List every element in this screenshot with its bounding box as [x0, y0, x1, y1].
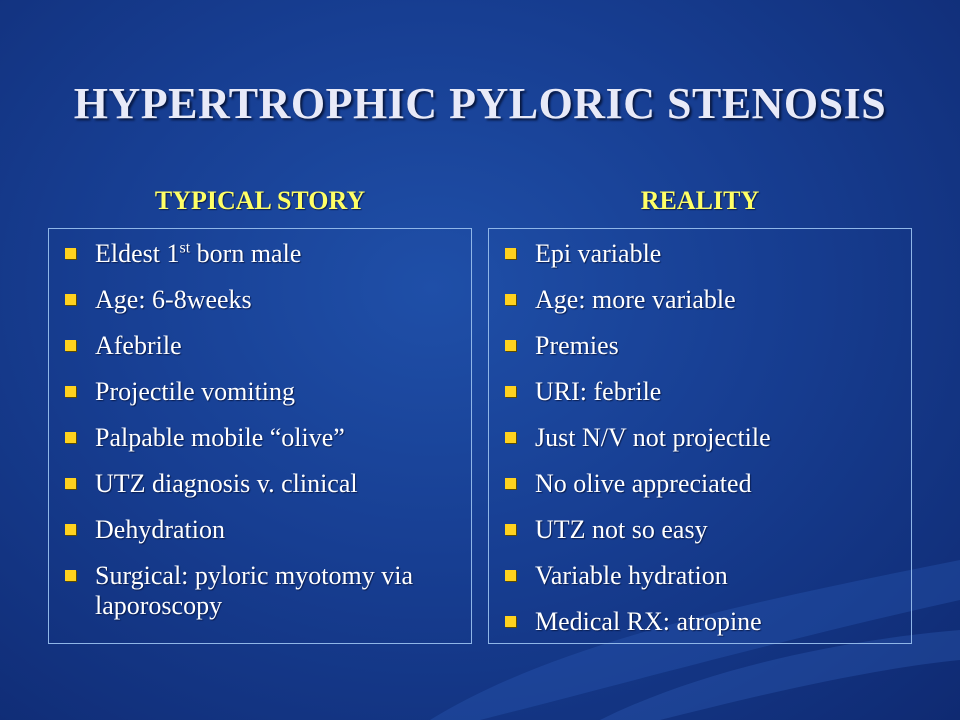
square-bullet-icon: [65, 340, 76, 351]
square-bullet-icon: [65, 248, 76, 259]
list-item-text: Variable hydration: [535, 561, 728, 590]
list-item: [499, 377, 911, 423]
list-item-text: UTZ not so easy: [535, 515, 708, 544]
list-item-text: Medical RX: atropine: [535, 607, 762, 636]
list-item: [499, 423, 911, 469]
typical-story-box: [48, 228, 472, 644]
reality-heading: REALITY: [640, 186, 760, 215]
square-bullet-icon: [65, 570, 76, 581]
list-item: [499, 331, 911, 377]
list-item-text: URI: febrile: [535, 377, 662, 406]
list-item-text: born male: [190, 239, 302, 268]
list-item: [59, 239, 471, 285]
list-item: [59, 561, 471, 621]
square-bullet-icon: [65, 524, 76, 535]
list-item: [499, 239, 911, 285]
square-bullet-icon: [505, 386, 516, 397]
list-item-text: Premies: [535, 331, 619, 360]
square-bullet-icon: [505, 570, 516, 581]
square-bullet-icon: [505, 616, 516, 627]
list-item: [59, 331, 471, 377]
list-item-text: Projectile vomiting: [95, 377, 296, 406]
square-bullet-icon: [505, 294, 516, 305]
list-item: [59, 469, 471, 515]
list-item-text: Afebrile: [95, 331, 182, 360]
square-bullet-icon: [65, 478, 76, 489]
list-item: [59, 515, 471, 561]
square-bullet-icon: [505, 248, 516, 259]
slide-title: HYPERTROPHIC PYLORIC STENOSIS: [73, 79, 887, 128]
list-item-text: Palpable mobile “olive”: [95, 423, 345, 452]
list-item-text: Eldest 1: [95, 239, 180, 268]
list-item: [499, 285, 911, 331]
square-bullet-icon: [505, 432, 516, 443]
list-item: [59, 285, 471, 331]
typical-story-heading: TYPICAL STORY: [154, 186, 366, 215]
list-item: [499, 607, 911, 653]
square-bullet-icon: [65, 386, 76, 397]
list-item-text: Age: more variable: [535, 285, 736, 314]
list-item-text: No olive appreciated: [535, 469, 752, 498]
square-bullet-icon: [505, 340, 516, 351]
list-item: [499, 561, 911, 607]
list-item-text: Just N/V not projectile: [535, 423, 771, 452]
list-item: [59, 377, 471, 423]
superscript: st: [179, 239, 191, 257]
list-item-text: Surgical: pyloric myotomy via laporoscopy: [95, 561, 413, 620]
list-item: [499, 469, 911, 515]
list-item-text: Age: 6-8weeks: [95, 285, 252, 314]
list-item: [59, 423, 471, 469]
square-bullet-icon: [65, 432, 76, 443]
list-item-text: UTZ diagnosis v. clinical: [95, 469, 358, 498]
square-bullet-icon: [505, 524, 516, 535]
list-item-text: Epi variable: [535, 239, 662, 268]
list-item: [499, 515, 911, 561]
square-bullet-icon: [505, 478, 516, 489]
list-item-text: Dehydration: [95, 515, 225, 544]
reality-box: [488, 228, 912, 644]
square-bullet-icon: [65, 294, 76, 305]
